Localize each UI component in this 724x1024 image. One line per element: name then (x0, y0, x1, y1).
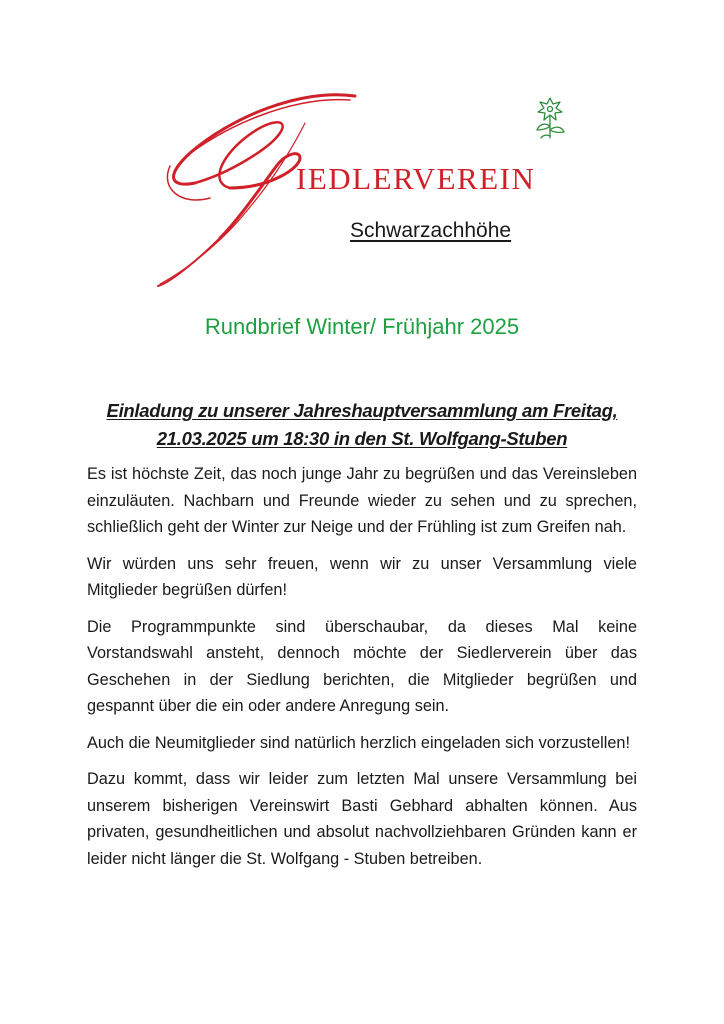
subtitle: Schwarzachhöhe (350, 219, 512, 242)
logo-wordmark: IEDLERVEREIN (296, 161, 536, 196)
invitation-line-2: 21.03.2025 um 18:30 in den St. Wolfgang-Stuben (156, 428, 568, 449)
invitation-line-1: Einladung zu unserer Jahreshauptversammlung am Freitag, (106, 400, 618, 421)
edelweiss-icon (530, 92, 570, 140)
paragraph: Auch die Neumitglieder sind natürlich herzlich eingeladen sich vorzustellen! (87, 733, 631, 752)
invitation-heading (60, 397, 664, 453)
letter-body (87, 461, 637, 882)
newsletter-title: Rundbrief Winter/ Frühjahr 2025 (204, 314, 520, 339)
paragraph: Wir würden uns sehr freuen, wenn wir zu unser Versammlung viele Mitglieder begrüßen dürfen! (87, 554, 637, 599)
paragraph: Es ist höchste Zeit, das noch junge Jahr zu begrüßen und das Vereinsleben einzuläuten. Nachbarn und Freunde wieder zu sehen und zu sprechen, schließlich geht der Winter zur Neige und der Frühling ist zum Greifen nah. (87, 465, 637, 536)
paragraph: Die Programmpunkte sind überschaubar, da dieses Mal keine Vorstandswahl ansteht, dennoch möchte der Siedlerverein über das Geschehen in der Siedlung berichten, die Mitglieder begrüßen und gespannt über die ein oder andere Anregung sein. (87, 617, 637, 715)
paragraph: Dazu kommt, dass wir leider zum letzten Mal unsere Versammlung bei unserem bisherigen Vereinswirt Basti Gebhard abhalten können. Aus privaten, gesundheitlichen und absolut nachvollziehbaren Gründen kann er leider nicht länger die St. Wolfgang - Stuben betreiben. (87, 770, 637, 868)
